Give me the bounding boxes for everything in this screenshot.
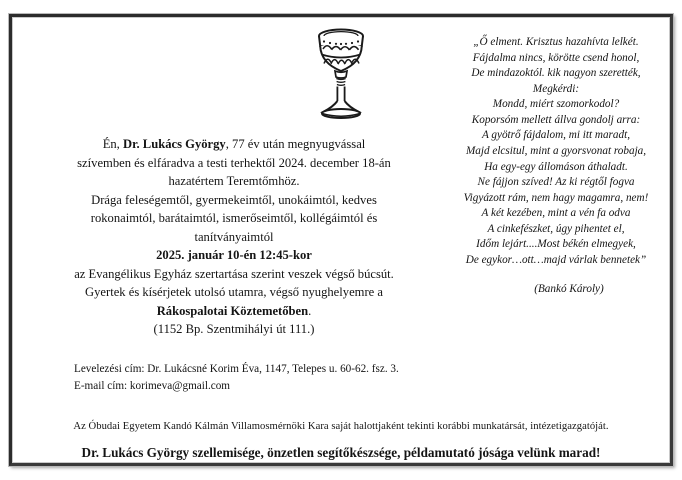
poem-line: Ha egy-egy állomáson áthaladt.	[484, 160, 628, 173]
page-content	[12, 17, 670, 463]
poem-line: A cinkefészket, úgy pihentet el,	[487, 222, 625, 235]
poem-line: Koporsóm mellett állva gondolj arra:	[471, 113, 641, 126]
poem-line: Majd elcsitul, mint a gyorsvonat robaja,	[465, 144, 647, 157]
cemetery-name: Rákospalotai Köztemetőben	[156, 303, 309, 318]
mailing-address: Levelezési cím: Dr. Lukácsné Korim Éva, 1147, Telepes u. 60-62. fsz. 3.	[74, 363, 399, 375]
poem-line: Ne fájjon szíved! Az ki régtől fogva	[477, 176, 635, 189]
announcement-line-1	[60, 135, 408, 154]
memorial-poem	[432, 35, 680, 298]
closing-tribute: Dr. Lukács György szellemisége, önzetlen segítőkészsége, példamutató jósága velünk marad!	[81, 445, 601, 460]
poem-line: „Ő elment. Krisztus hazahívta lelkét.	[473, 36, 639, 48]
cemetery-address: (1152 Bp. Szentmihályi út 111.)	[153, 322, 315, 336]
poem-line: Vigyázott rám, nem hagy magamra, nem!	[463, 191, 649, 204]
announcement-line-5: rokonaimtól, barátaimtól, ismerőseimtől, kollégáimtól és	[90, 211, 378, 225]
poem-line: A két kezében, mint a vén fa odva	[481, 207, 631, 220]
poem-line: De mindazoktól. kik nagyon szerették,	[471, 67, 641, 80]
announcement-line-6: tanítványaimtól	[194, 229, 274, 244]
poem-line: Fájdalma nincs, körötte csend honol,	[472, 51, 640, 64]
contact-block	[74, 361, 399, 395]
announcement-line1-suffix: , 77 év után megnyugvással	[225, 137, 366, 151]
poem-author: (Bankó Károly)	[534, 283, 604, 296]
email-address: E-mail cím: korimeva@gmail.com	[74, 380, 231, 393]
announcement-line-4: Drága feleségemtől, gyermekeimtől, unokáimtól, kedves	[91, 192, 377, 207]
institution-tribute: Az Óbudai Egyetem Kandó Kálmán Villamosmérnöki Kara saját halottjaként tekinti korábbi munkatársát, intézetigazgatóját.	[73, 421, 609, 432]
announcement-line-3: hazatértem Teremtőmhöz.	[168, 174, 300, 188]
announcement-text	[60, 135, 408, 339]
poem-line: A gyötrő fájdalom, mi itt maradt,	[481, 129, 631, 142]
announcement-line-2: szívemben és elfáradva a testi terhektől 2024. december 18-án	[77, 155, 391, 170]
announcement-line-8: az Evangélikus Egyház szertartása szerint veszek végső búcsút.	[74, 266, 394, 281]
poem-line: Mondd, miért szomorkodol?	[492, 98, 620, 111]
announcement-line1-prefix: Én,	[102, 137, 123, 151]
poem-line: Időm lejárt....Most békén elmegyek,	[476, 238, 636, 251]
cemetery-name-period: .	[308, 303, 312, 318]
announcement-line-9: Gyertek és kísérjetek utolsó utamra, végső nyughelyemre a	[85, 285, 383, 299]
poem-line: De egykor…ott…majd várlak bennetek”	[465, 253, 647, 266]
funeral-datetime: 2025. január 10-én 12:45-kor	[156, 248, 312, 262]
announcement-line-10	[60, 302, 408, 321]
poem-line: Megkérdi:	[532, 82, 580, 95]
page-frame-border	[9, 14, 673, 466]
deceased-name: Dr. Lukács György	[122, 137, 226, 151]
